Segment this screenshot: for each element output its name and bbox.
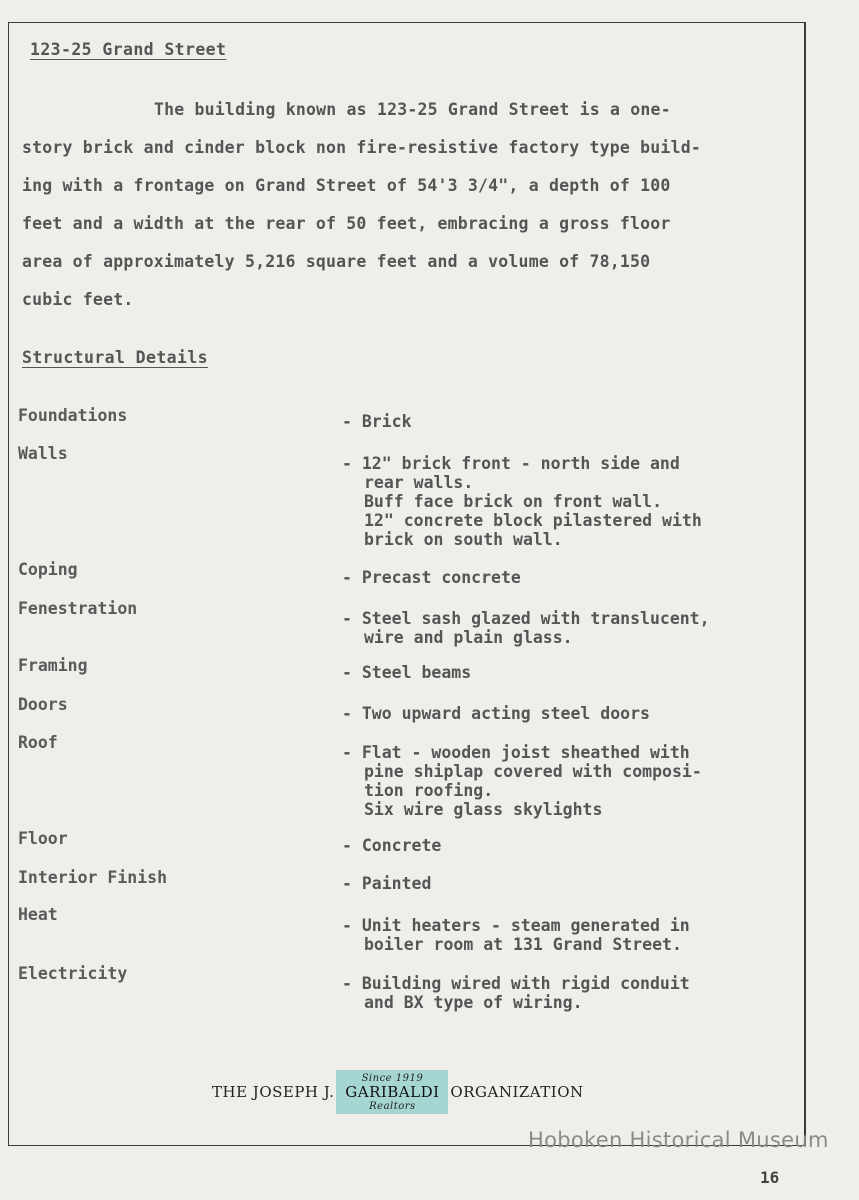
detail-line: - Painted: [342, 874, 432, 893]
detail-value-doors: [342, 704, 650, 723]
detail-line: brick on south wall.: [364, 530, 563, 549]
detail-line: boiler room at 131 Grand Street.: [364, 935, 682, 954]
detail-value-interior-finish: [342, 874, 431, 893]
logo-realtors: Realtors: [369, 1100, 416, 1112]
detail-line: - Building wired with rigid conduit: [342, 974, 690, 993]
detail-line: Six wire glass skylights: [364, 800, 603, 819]
detail-line: - Steel beams: [342, 663, 472, 682]
detail-line: - 12" brick front - north side and: [342, 454, 680, 473]
detail-line: - Two upward acting steel doors: [342, 704, 650, 723]
detail-value-framing: [342, 663, 471, 682]
detail-label-floor: Floor: [18, 829, 68, 848]
paragraph-line: feet and a width at the rear of 50 feet, embracing a gross floor: [22, 214, 671, 233]
paragraph-line: area of approximately 5,216 square feet and a volume of 78,150: [22, 252, 651, 271]
detail-value-electricity: [342, 974, 690, 1012]
detail-label-fenestration: Fenestration: [18, 599, 138, 618]
detail-value-heat: [342, 916, 690, 954]
logo-name: GARIBALDI: [345, 1082, 440, 1101]
detail-line: - Flat - wooden joist sheathed with: [342, 743, 690, 762]
detail-value-floor: [342, 836, 441, 855]
company-footer: [212, 1070, 584, 1114]
detail-value-walls: [342, 454, 702, 549]
museum-watermark: Hoboken Historical Museum: [528, 1128, 829, 1152]
detail-label-walls: Walls: [18, 444, 68, 463]
detail-value-roof: [342, 743, 702, 819]
detail-line: - Unit heaters - steam generated in: [342, 916, 690, 935]
detail-line: 12" concrete block pilastered with: [364, 511, 702, 530]
detail-label-interior-finish: Interior Finish: [18, 868, 168, 887]
detail-line: and BX type of wiring.: [364, 993, 583, 1012]
footer-right-text: ORGANIZATION: [450, 1083, 584, 1101]
detail-line: Buff face brick on front wall.: [364, 492, 663, 511]
detail-line: tion roofing.: [364, 781, 494, 800]
detail-label-coping: Coping: [18, 560, 78, 579]
detail-label-electricity: Electricity: [18, 964, 128, 983]
paragraph-line: The building known as 123-25 Grand Street is a one-: [154, 100, 671, 119]
detail-value-foundations: [342, 412, 412, 431]
paragraph-line: cubic feet.: [22, 290, 134, 309]
detail-value-coping: [342, 568, 521, 587]
detail-label-roof: Roof: [18, 733, 58, 752]
detail-label-foundations: Foundations: [18, 406, 128, 425]
document-heading: 123-25 Grand Street: [30, 40, 227, 59]
detail-line: - Concrete: [342, 836, 442, 855]
detail-label-framing: Framing: [18, 656, 88, 675]
detail-label-heat: Heat: [18, 905, 58, 924]
logo-since: Since 1919: [361, 1072, 424, 1084]
detail-line: pine shiplap covered with composi-: [364, 762, 702, 781]
section-title: Structural Details: [22, 348, 209, 367]
detail-line: - Precast concrete: [342, 568, 521, 587]
footer-left-text: THE JOSEPH J.: [212, 1083, 335, 1101]
detail-line: rear walls.: [364, 473, 474, 492]
detail-value-fenestration: [342, 609, 710, 647]
paragraph-line: story brick and cinder block non fire-resistive factory type build-: [22, 138, 701, 157]
detail-line: - Steel sash glazed with translucent,: [342, 609, 710, 628]
page-number: 16: [760, 1168, 780, 1187]
detail-label-doors: Doors: [18, 695, 68, 714]
detail-line: wire and plain glass.: [364, 628, 573, 647]
detail-line: - Brick: [342, 412, 412, 431]
paragraph-line: ing with a frontage on Grand Street of 54'3 3/4", a depth of 100: [22, 176, 671, 195]
garibaldi-logo: [336, 1070, 448, 1114]
